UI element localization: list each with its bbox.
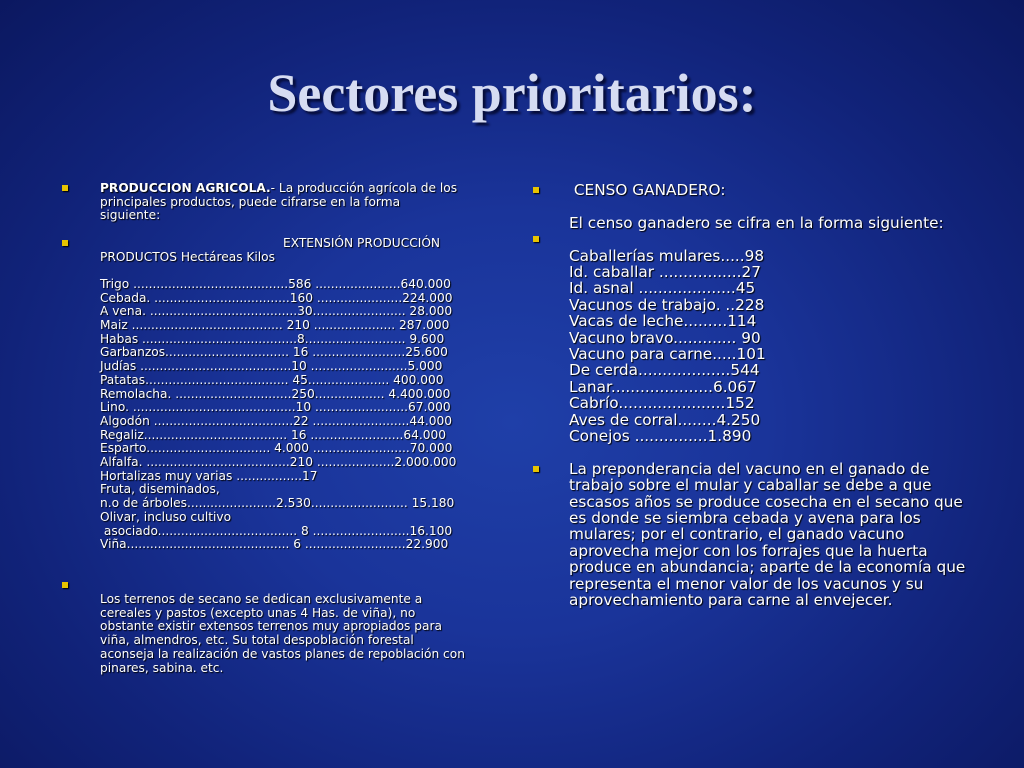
- bullet-production-table: [60, 237, 490, 552]
- production-row: Judías .......................................10 .........................5.000: [100, 359, 443, 374]
- censo-row: Caballerías mulares.....98: [569, 246, 765, 265]
- censo-row: De cerda...................544: [569, 361, 760, 380]
- right-column: [531, 182, 971, 609]
- censo-row: Id. asnal ....................45: [569, 279, 756, 298]
- censo-intro: El censo ganadero se cifra en la forma siguiente:: [569, 213, 944, 232]
- production-row: A vena. ......................................30........................ 28.000: [100, 304, 453, 319]
- production-row: Hortalizas muy varias .................17: [100, 468, 318, 483]
- bullet-censo-ganadero: [531, 182, 971, 231]
- square-bullet-icon: [533, 466, 539, 472]
- secano-line: Los terrenos de secano se dedican exclusivamente a: [100, 592, 423, 607]
- production-row: Trigo ........................................586 ......................640.000: [100, 276, 451, 291]
- square-bullet-icon: [62, 185, 68, 191]
- production-row: asociado.................................... 8 .........................16.100: [100, 523, 453, 538]
- censo-row: Id. caballar .................27: [569, 263, 761, 281]
- bullet-conclusion: [531, 461, 971, 609]
- bullet-produccion-agricola: [60, 182, 490, 223]
- left-column: [60, 182, 490, 675]
- table-header-right: EXTENSIÓN PRODUCCIÓN: [283, 235, 441, 250]
- censo-heading: CENSO GANADERO:: [569, 181, 726, 199]
- censo-row: Conejos ...............1.890: [569, 427, 752, 446]
- agri-intro-line3: siguiente:: [100, 208, 161, 223]
- bullet-secano: [60, 579, 490, 675]
- agri-heading: PRODUCCION AGRICOLA.: [100, 181, 271, 195]
- production-row: Maiz ....................................... 210 ..................... 287.000: [100, 318, 450, 332]
- agri-intro-text: - La producción agrícola de los: [270, 181, 458, 195]
- secano-line: obstante existir extensos terrenos muy apropiados para: [100, 619, 442, 634]
- conclusion-line: produce en abundancia; aparte de la economía que: [569, 558, 966, 577]
- secano-paragraph: [100, 593, 490, 675]
- conclusion-line: representa el menor valor de los vacunos y su: [569, 574, 924, 593]
- square-bullet-icon: [62, 582, 68, 588]
- table-header-left: PRODUCTOS Hectáreas Kilos: [100, 249, 275, 264]
- conclusion-line: La preponderancia del vacuno en el ganado de: [569, 459, 930, 478]
- production-row: Remolacha. ..............................250.................. 4.400.000: [100, 386, 451, 401]
- censo-row: Vacas de leche.........114: [569, 312, 757, 331]
- production-row: Viña.......................................... 6 ..........................22.900: [100, 537, 449, 552]
- production-row: Habas ........................................8.......................... 9.600: [100, 331, 445, 346]
- censo-row: Vacunos de trabajo. ..228: [569, 295, 765, 314]
- production-row: Lino. ..........................................10 ........................67.000: [100, 400, 451, 415]
- agri-intro-line2: principales productos, puede cifrarse en la forma: [100, 194, 401, 209]
- conclusion-paragraph: [569, 461, 971, 609]
- conclusion-line: mulares; por el contrario, el ganado vacuno: [569, 525, 905, 544]
- production-row: Olivar, incluso cultivo: [100, 509, 232, 524]
- censo-row: Vacuno bravo............. 90: [569, 328, 761, 347]
- conclusion-line: aprovecha mejor con los forrajes que la huerta: [569, 541, 928, 560]
- secano-line: viña, almendros, etc. Su total despoblación forestal: [100, 633, 414, 648]
- secano-line: cereales y pastos (excepto unas 4 Has. de viña), no: [100, 605, 416, 620]
- secano-line: aconseja la realización de vastos planes de repoblación con: [100, 646, 465, 661]
- censo-rows: [569, 248, 971, 445]
- conclusion-line: trabajo sobre el mular y caballar se debe a que: [569, 476, 932, 495]
- production-row: n.o de árboles.......................2.530......................... 15.180: [100, 496, 455, 511]
- square-bullet-icon: [533, 187, 539, 193]
- censo-row: Lanar.....................6.067: [569, 377, 757, 396]
- production-row: Alfalfa. .....................................210 ....................2.000.000: [100, 455, 457, 470]
- square-bullet-icon: [533, 236, 539, 242]
- production-row: Algodón ....................................22 .........................44.000: [100, 413, 453, 428]
- production-rows: [100, 278, 490, 552]
- slide-title: Sectores prioritarios:: [267, 63, 757, 123]
- censo-row: Aves de corral........4.250: [569, 410, 761, 429]
- conclusion-line: escasos años se produce cosecha en el secano que: [569, 492, 963, 511]
- production-row: Esparto................................ 4.000 .........................70.000: [100, 441, 453, 456]
- bullet-censo-list: [531, 231, 971, 444]
- production-row: Regaliz..................................... 16 ........................64.000: [100, 427, 447, 442]
- censo-row: Cabrío......................152: [569, 394, 755, 413]
- secano-line: pinares, sabina. etc.: [100, 660, 224, 675]
- production-row: Patatas..................................... 45..................... 400.000: [100, 372, 444, 387]
- conclusion-line: es donde se siembra cebada y avena para los: [569, 509, 921, 528]
- conclusion-line: aprovechamiento para carne al envejecer.: [569, 591, 893, 610]
- agri-intro-line1: [100, 182, 490, 196]
- square-bullet-icon: [62, 240, 68, 246]
- production-row: Fruta, diseminados,: [100, 482, 220, 497]
- censo-row: Vacuno para carne.....101: [569, 345, 766, 364]
- production-row: Garbanzos................................ 16 ........................25.600: [100, 345, 448, 360]
- production-row: Cebada. ...................................160 ......................224.000: [100, 290, 453, 305]
